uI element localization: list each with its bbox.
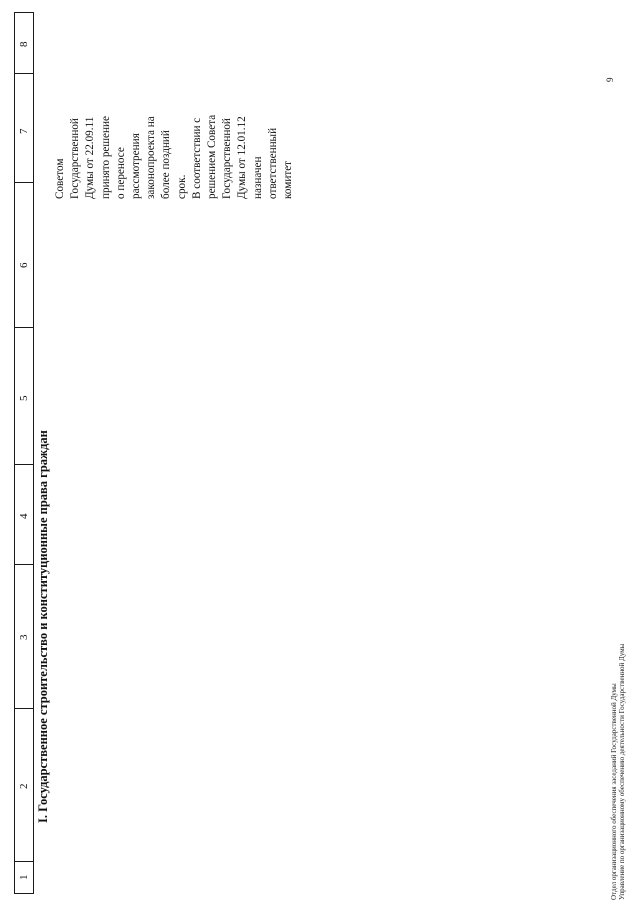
column-number-2: 2	[18, 783, 30, 789]
footer	[610, 644, 626, 900]
column-separator	[14, 73, 33, 74]
column-number-6: 6	[18, 262, 30, 268]
column-separator	[14, 464, 33, 465]
column-separator	[14, 564, 33, 565]
column-number-5: 5	[18, 395, 30, 401]
table-bottom-edge	[14, 893, 33, 894]
page-number: 9	[605, 77, 615, 82]
note-line: Думы от 12.01.12	[236, 116, 249, 199]
header-row-divider	[33, 12, 34, 894]
note-line: рассмотрения	[130, 133, 143, 199]
note-line: решением Совета	[206, 114, 219, 199]
note-line: В соответствии с	[190, 117, 203, 199]
column-separator	[14, 182, 33, 183]
note-line: ответственный	[266, 127, 279, 199]
note-line: более поздний	[160, 130, 173, 199]
column-number-4: 4	[18, 513, 30, 519]
note-line: Советом	[54, 158, 66, 199]
column7-note	[53, 115, 296, 199]
table-left-edge	[14, 12, 15, 894]
note-line: о переносе	[114, 147, 127, 199]
note-line: Думы от 22.09.11	[84, 116, 97, 199]
column-number-7: 7	[18, 128, 30, 134]
note-line: принято решение	[99, 116, 112, 199]
note-line: законопроекта на	[145, 116, 158, 199]
column-number-1: 1	[18, 874, 30, 880]
note-line: Государственной	[69, 118, 82, 199]
column-separator	[14, 861, 33, 862]
column-number-3: 3	[18, 634, 30, 640]
column-separator	[14, 327, 33, 328]
footer-line-1: Отдел организационного обеспечения заседаний Государственной Думы	[610, 683, 618, 900]
table-top-edge	[14, 12, 33, 13]
note-line: назначен	[251, 156, 264, 199]
note-line: Государственной	[221, 118, 234, 199]
note-line: комитет	[282, 160, 295, 199]
column-number-8: 8	[18, 41, 30, 47]
footer-line-2: Управление по организационному обеспечению деятельности Государственной Думы	[618, 643, 626, 900]
note-line: срок.	[175, 174, 188, 199]
section-heading: I. Государственное строительство и конституционные права граждан	[36, 430, 50, 823]
column-separator	[14, 708, 33, 709]
